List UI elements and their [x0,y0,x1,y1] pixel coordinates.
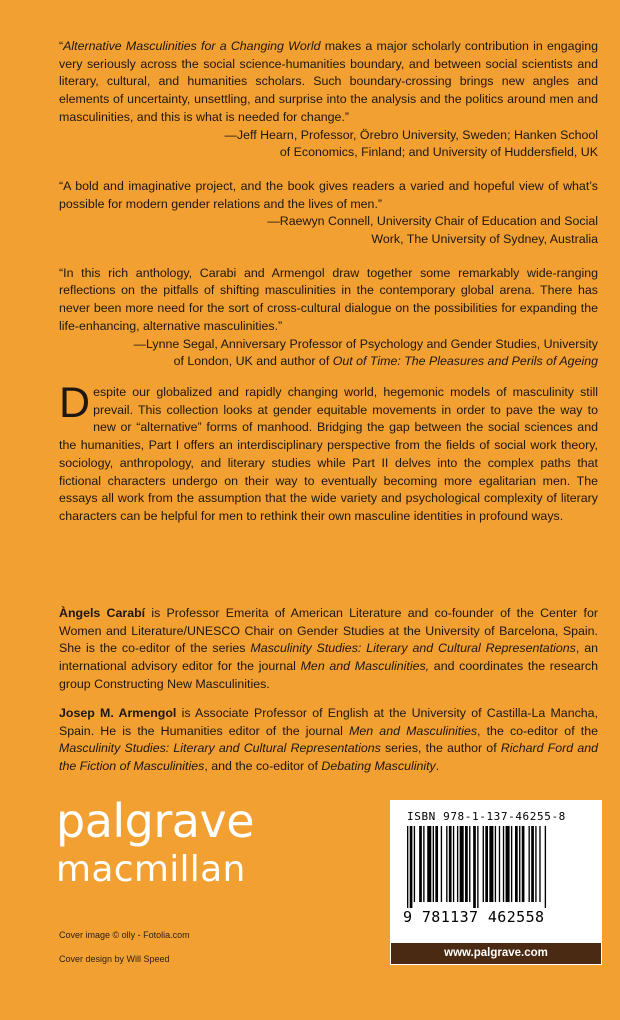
barcode-bar [446,826,447,902]
barcode-bar [515,826,518,902]
barcode-bar [423,826,424,902]
attribution-line: of Economics, Finland; and University of Huddersfield, UK [279,145,598,160]
barcode-bar [529,826,530,902]
quote-text: makes a major scholarly contribution in engaging very seriously across the social science-humanities boundary, and between social scientists and literary, cultural, and humanities scholars. Such boundary-crossing brings new angles and elements of uncertainty, unsettling, and surprise into the analysis and the politics around men and masculinities, and this is what is needed for change.” [59,39,598,124]
editor-bio-carabi [59,605,598,694]
editor-bio-armengol [59,705,598,776]
endorsement-quote [59,38,598,127]
bio-text: . [435,759,440,774]
book-title: Debating Masculinity [321,759,436,774]
bio-text: series, the author of [380,741,501,756]
barcode-bar [483,826,484,902]
editor-name: Àngels Carabí [59,606,146,620]
bio-text: is Professor Emerita of American Literature and co-founder of the Center for Women and Literature/UNESCO Chair on Gender Studies at the University of Barcelona, Spain. She is the co-editor of the series [59,606,598,656]
barcode-bar [522,826,525,902]
barcode-bar [410,826,413,908]
attribution-line [59,353,598,371]
barcode-bar [499,826,500,902]
barcode-bar [506,826,510,902]
barcode-digits: 9 781137 462558 [403,908,545,926]
quote-mark: “ [59,39,64,53]
endorsement-attribution [59,336,598,371]
attribution-line: —Lynne Segal, Anniversary Professor of Psychology and Gender Studies, University [133,336,598,351]
book-title: Richard Ford and the Fiction of Masculinities [59,741,598,774]
attribution-line: —Jeff Hearn, Professor, Örebro University, Sweden; Hanken School [224,127,598,142]
barcode-bar [531,826,534,902]
barcode-bar [477,826,478,908]
barcode-bar [473,826,476,908]
barcode-bar [414,826,415,902]
cover-image-credit: Cover image © olly - Fotolia.com [59,930,190,940]
journal-title: Men and Masculinities [349,723,478,738]
journal-title: Men and Masculinities, [300,659,430,674]
endorsement-quote: “In this rich anthology, Carabi and Armengol draw together some remarkably wide-ranging reflections on the pitfalls of shifting masculinities in the contemporary global arena. There has never been more need for the sort of cross-cultural dialogue on the possibilities for expanding the life-enhancing, alternative masculinities.” [59,265,598,333]
attribution-line: Work, The University of Sydney, Australia [371,232,598,247]
series-title: Masculinity Studies: Literary and Cultural Representations [59,741,381,756]
publisher-logo [56,794,254,890]
barcode-bar [503,826,504,902]
isbn-label: ISBN 978-1-137-46255-8 [407,810,566,823]
barcode-bar [489,826,493,902]
barcode-icon [407,826,587,908]
editor-name: Josep M. Armengol [59,706,177,720]
bio-text: is Associate Professor of English at the University of Castilla-La Mancha, Spain. He is the Humanities editor of the journal [59,706,599,738]
barcode-bar [435,826,438,902]
bio-text: , and the co-editor of [204,759,322,774]
bio-text: , the co-editor of the [477,723,598,738]
barcode-bar [427,826,431,902]
publisher-url: www.palgrave.com [391,943,601,964]
bio-text: and coordinates the research group Constructing New Masculinities. [59,659,599,691]
barcode-bar [485,826,488,902]
barcode-bar [545,826,546,908]
drop-cap: D [59,379,91,427]
barcode-bar [511,826,512,902]
endorsements [59,38,598,371]
description-text: espite our globalized and rapidly changing world, hegemonic models of masculinity still prevail. This collection looks at gender equitable movements in order to pave the way to new or “alternative” forms of manhood. Bridging the gap between the social sciences and the humanities, Part I offers an interdisciplinary perspective from the fields of social work theory, sociology, anthropology, and literary studies while Part II delves into the complex paths that fictional characters undergo on their way to eventually becoming more egalitarian men. The essays all work from the assumption that the wide variety and psychological complexity of literary characters can be helpful for men to rethink their own masculine identities in profound ways. [59,385,598,523]
barcode-bar [449,826,452,902]
barcode-bar [469,826,470,902]
attribution-line: —Raewyn Connell, University Chair of Education and Social [267,214,598,229]
barcode-panel [390,800,602,965]
barcode-bar [457,826,458,902]
barcode-bar [535,826,536,902]
barcode-bar [465,826,468,902]
logo-palgrave: palgrave [56,794,254,848]
series-title: Masculinity Studies: Literary and Cultural Representations [250,641,576,656]
barcode-bar [460,826,464,902]
cover-design-credit: Cover design by Will Speed [59,954,170,964]
endorsement-quote: “A bold and imaginative project, and the book gives readers a varied and hopeful view of what’s possible for modern gender relations and the lives of men.” [59,178,598,211]
barcode-bar [419,826,422,902]
barcode-bar [433,826,434,902]
barcode-bar [519,826,520,902]
book-title: Out of Time: The Pleasures and Perils of Ageing [332,354,598,369]
barcode-bar [495,826,496,902]
book-description [59,379,598,526]
bio-text: , an international advisory editor for the journal [59,641,599,674]
barcode-bar [453,826,454,902]
logo-macmillan: macmillan [56,849,246,890]
barcode-bar [441,826,442,902]
barcode-bar [407,826,408,908]
barcode-bar [539,826,540,902]
endorsement-attribution [59,213,598,248]
book-title: Alternative Masculinities for a Changing World [63,39,321,53]
attribution-text: of London, UK and author of [173,354,333,369]
endorsement-attribution [59,127,598,162]
